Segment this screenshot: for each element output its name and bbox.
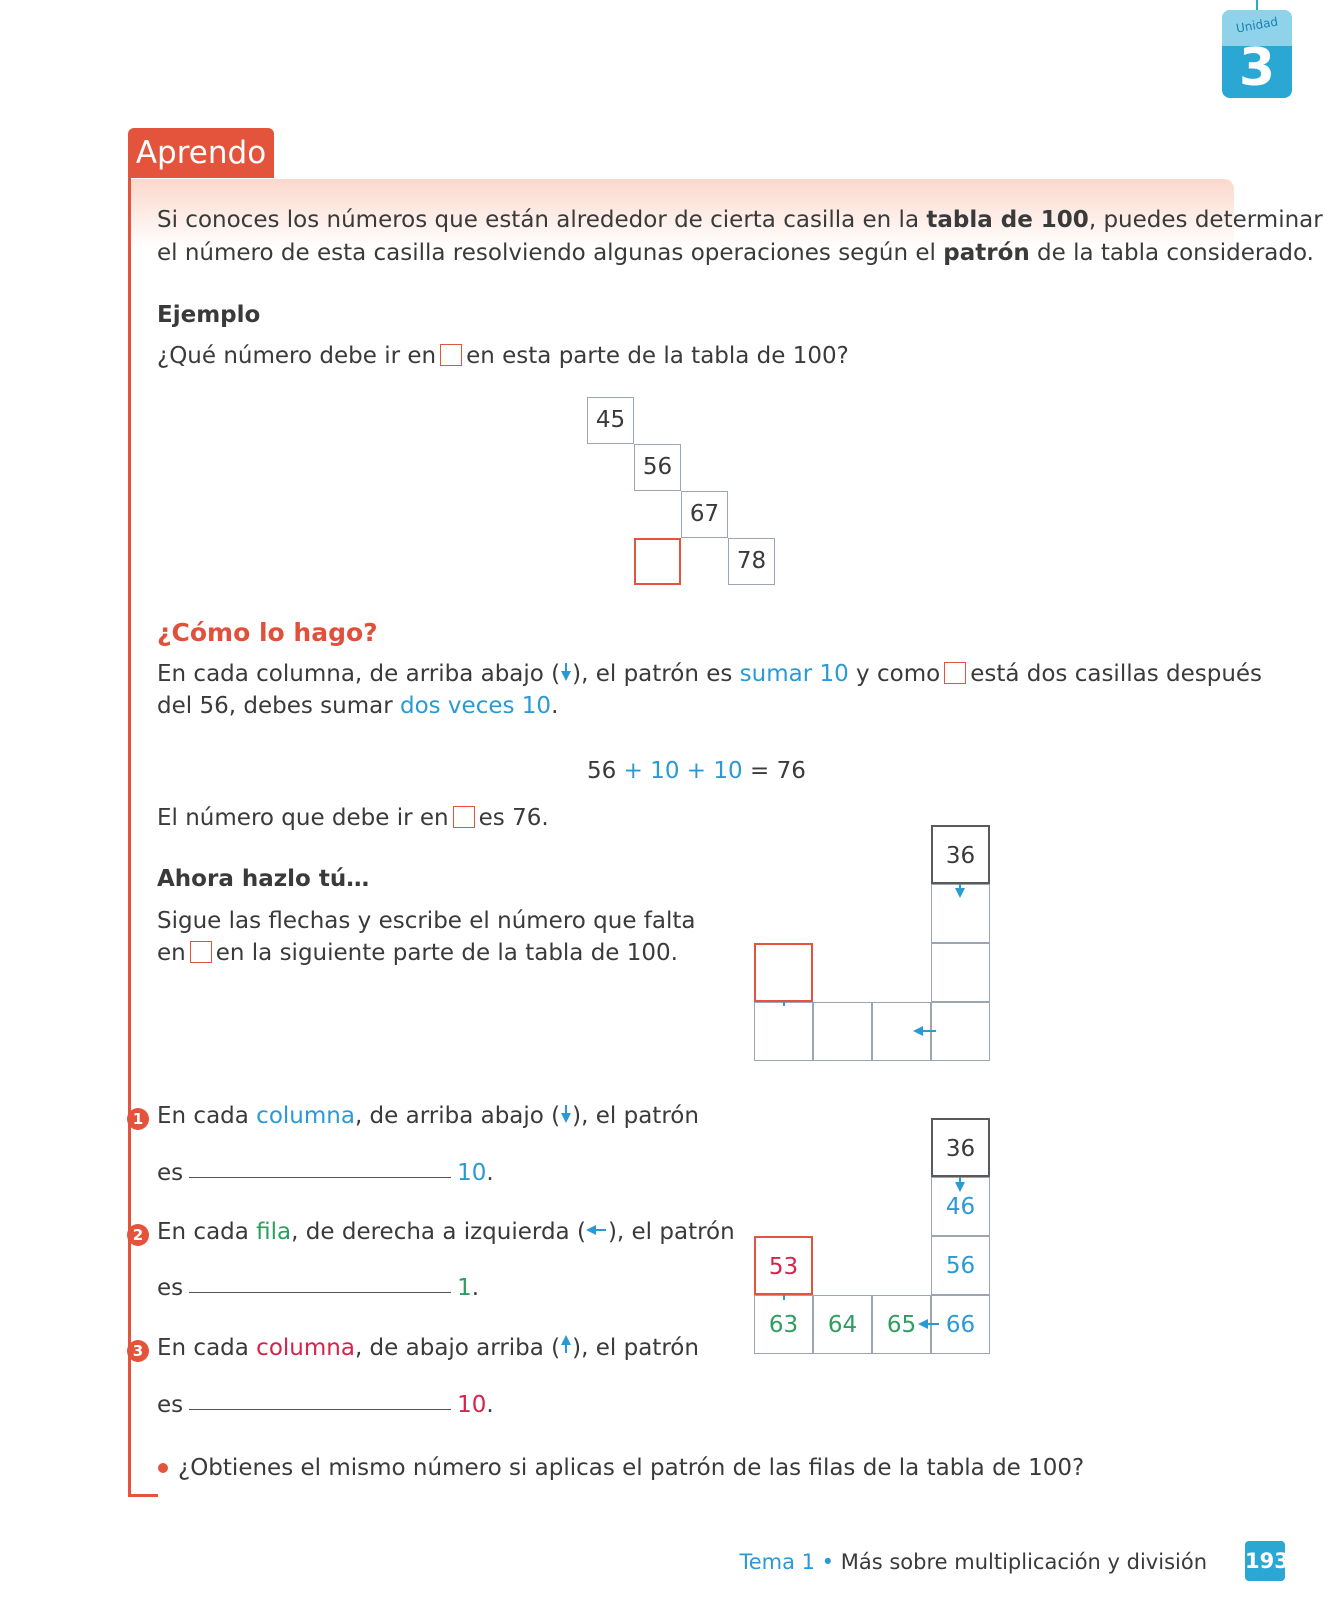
equation (587, 755, 806, 788)
answer-text: El número que debe ir en (157, 805, 449, 831)
eq-result: 76 (776, 758, 806, 784)
solved-cell-56: 56 (931, 1236, 990, 1295)
unit-number: 3 (1238, 38, 1276, 98)
step-text: , de arriba abajo ( (354, 1103, 561, 1129)
question-text: en esta parte de la tabla de 100? (466, 343, 849, 369)
step-text: En cada (157, 1103, 257, 1129)
example-question (157, 340, 849, 373)
answer-blank[interactable] (189, 1176, 451, 1178)
empty-box-icon (453, 806, 475, 828)
grid-cell-56: 56 (634, 444, 681, 491)
footer-sep: • (815, 1550, 841, 1574)
practice-line-2 (157, 937, 678, 970)
solved-cell-64: 64 (813, 1295, 872, 1354)
answer-blank[interactable] (189, 1408, 451, 1410)
step-es: es (157, 1160, 184, 1186)
intro-text: de la tabla considerado. (1029, 240, 1314, 266)
how-heading: ¿Cómo lo hago? (157, 618, 378, 647)
grid-cell-78: 78 (728, 538, 775, 585)
empty-box-icon (190, 941, 212, 963)
eq-term: 10 (650, 758, 680, 784)
practice-text: en (157, 940, 186, 966)
how-line-1 (157, 658, 1262, 691)
answer-text: es 76. (478, 805, 549, 831)
practice-cell (931, 943, 990, 1002)
arrow-left-icon (586, 1219, 608, 1239)
practice-missing-cell[interactable] (754, 943, 813, 1002)
eq-term: 10 (713, 758, 743, 784)
grid-cell-45: 45 (587, 397, 634, 444)
footer-tema: Tema 1 (739, 1550, 815, 1574)
practice-text: en la siguiente parte de la tabla de 100. (215, 940, 678, 966)
example-heading: Ejemplo (157, 302, 261, 328)
step-3-answer (157, 1389, 494, 1422)
step-end: . (471, 1275, 480, 1301)
step-text: ), el patrón (572, 1103, 699, 1129)
footer-topic-text: Más sobre multiplicación y división (840, 1550, 1207, 1574)
step-1-line (157, 1100, 699, 1133)
unit-label: Unidad (1234, 14, 1280, 36)
practice-cell-top: 36 (931, 825, 990, 884)
step-text: ), el patrón (607, 1219, 735, 1245)
solved-cell-65: 65 (872, 1295, 931, 1354)
step-text: En cada (157, 1335, 257, 1361)
section-title: Aprendo (128, 128, 274, 178)
step-end: . (486, 1160, 494, 1186)
how-text: ), el patrón es (572, 661, 740, 687)
step-text: ), el patrón (572, 1335, 699, 1361)
step-2-line (157, 1216, 735, 1249)
arrow-down-icon (560, 661, 572, 681)
solved-cell-top: 36 (931, 1118, 990, 1177)
grid-cell-67: 67 (681, 491, 728, 538)
step-3-line (157, 1332, 699, 1365)
step-badge-3: 3 (127, 1340, 149, 1362)
final-question: ¿Obtienes el mismo número si aplicas el patrón de las filas de la tabla de 100? (178, 1455, 1085, 1481)
step-es: es (157, 1392, 184, 1418)
solved-cell-53: 53 (754, 1236, 813, 1295)
how-line-2 (157, 690, 558, 723)
practice-line-1: Sigue las flechas y escribe el número que falta (157, 908, 696, 934)
question-text: ¿Qué número debe ir en (157, 343, 437, 369)
how-text: . (551, 693, 559, 719)
how-text: y como (848, 661, 941, 687)
answer-line (157, 802, 549, 835)
empty-box-icon (944, 662, 966, 684)
step-text: , de abajo arriba ( (354, 1335, 561, 1361)
step-badge-1: 1 (127, 1108, 149, 1130)
intro-line-2 (157, 237, 1314, 270)
answer-blank[interactable] (189, 1291, 451, 1293)
left-rule (128, 178, 131, 1496)
arrow-stem (922, 1030, 936, 1032)
practice-cell (813, 1002, 872, 1061)
step-answer: 10 (457, 1392, 487, 1418)
step-1-answer (157, 1157, 494, 1190)
how-highlight: dos veces 10 (399, 693, 552, 719)
step-keyword: columna (256, 1103, 355, 1129)
how-text: En cada columna, de arriba abajo ( (157, 661, 561, 687)
footer-topic (739, 1550, 1207, 1574)
unit-tab (1222, 10, 1292, 98)
solved-cell-46: 46 (931, 1177, 990, 1236)
bullet-icon (158, 1463, 168, 1473)
step-badge-2: 2 (127, 1224, 149, 1246)
step-keyword: fila (256, 1219, 292, 1245)
step-end: . (486, 1392, 494, 1418)
solved-cell-63: 63 (754, 1295, 813, 1354)
solved-cell-66: 66 (931, 1295, 990, 1354)
eq-term: 56 (587, 758, 617, 784)
how-text: del 56, debes sumar (157, 693, 400, 719)
intro-text: , puedes determinar (1088, 207, 1323, 233)
arrow-down-icon (560, 1103, 572, 1123)
intro-text: Si conoces los números que están alrededor de cierta casilla en la (157, 207, 927, 233)
step-answer: 10 (457, 1160, 487, 1186)
practice-heading: Ahora hazlo tú… (157, 866, 370, 892)
arrow-up-icon (560, 1335, 572, 1355)
bottom-rule (128, 1494, 158, 1497)
practice-cell (931, 1002, 990, 1061)
intro-line-1 (157, 204, 1323, 237)
empty-box-icon (440, 344, 462, 366)
intro-bold: tabla de 100 (926, 207, 1089, 233)
eq-op: + (679, 758, 714, 784)
how-text: está dos casillas después (970, 661, 1263, 687)
intro-bold: patrón (943, 240, 1030, 266)
how-highlight: sumar 10 (739, 661, 849, 687)
step-text: , de derecha a izquierda ( (291, 1219, 586, 1245)
practice-cell (754, 1002, 813, 1061)
eq-op: = (742, 758, 777, 784)
eq-op: + (616, 758, 651, 784)
grid-cell-missing[interactable] (634, 538, 681, 585)
step-es: es (157, 1275, 184, 1301)
page-number: 193 (1245, 1541, 1285, 1581)
step-2-answer (157, 1272, 479, 1305)
intro-text: el número de esta casilla resolviendo algunas operaciones según el (157, 240, 944, 266)
step-keyword: columna (256, 1335, 355, 1361)
arrow-stem (927, 1323, 939, 1325)
step-text: En cada (157, 1219, 257, 1245)
step-answer: 1 (457, 1275, 472, 1301)
